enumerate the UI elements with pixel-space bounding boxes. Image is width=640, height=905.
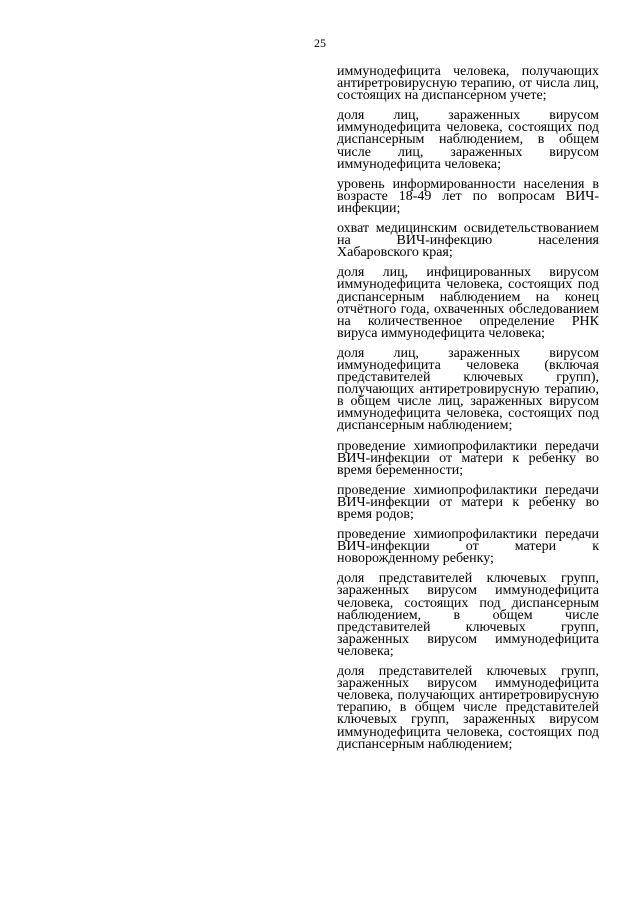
list-item: проведение химиопрофилактики передачи ВИЧ-инфекции от матери к новорожденному ребенку; xyxy=(337,527,599,567)
list-item: доля лиц, зараженных вирусом иммунодефицита человека (включая представителей ключевых групп), получающих антиретровирусную терапию, в общем числе лиц, зараженных вирусом иммунодефицита человека, состоящих под диспансерным наблюдением; xyxy=(337,345,599,434)
indicator-list xyxy=(337,66,599,751)
list-item: иммунодефицита человека, получающих антиретровирусную терапию, от числа лиц, состоящих на диспансерном учете; xyxy=(337,64,599,104)
list-item: доля лиц, инфицированных вирусом иммунодефицита человека, состоящих под диспансерным наблюдением на конец отчётного года, охваченных обследованием на количественное определение РНК вируса иммунодефицита человека; xyxy=(337,265,599,341)
list-item: доля представителей ключевых групп, зараженных вирусом иммунодефицита человека, состоящих под диспансерным наблюдением, в общем числе представителей ключевых групп, зараженных вирусом иммунодефицита человека; xyxy=(337,571,599,659)
list-item: охват медицинским освидетельствованием на ВИЧ-инфекцию населения Хабаровского края; xyxy=(337,221,599,261)
list-item: доля представителей ключевых групп, зараженных вирусом иммунодефицита человека, получающих антиретровирусную терапию, в общем числе представителей ключевых групп, зараженных вирусом иммунодефицита человека, состоящих под диспансерным наблюдением; xyxy=(337,664,599,752)
list-item: доля лиц, зараженных вирусом иммунодефицита человека, состоящих под диспансерным наблюдением, в общем числе лиц, зараженных вирусом иммунодефицита человека; xyxy=(337,108,599,172)
list-item: проведение химиопрофилактики передачи ВИЧ-инфекции от матери к ребенку во время родов; xyxy=(337,482,599,522)
list-item: уровень информированности населения в возрасте 18-49 лет по вопросам ВИЧ-инфекции; xyxy=(337,176,599,216)
list-item: проведение химиопрофилактики передачи ВИЧ-инфекции от матери к ребенку во время беременности; xyxy=(337,438,599,478)
page-number: 25 xyxy=(314,36,326,50)
